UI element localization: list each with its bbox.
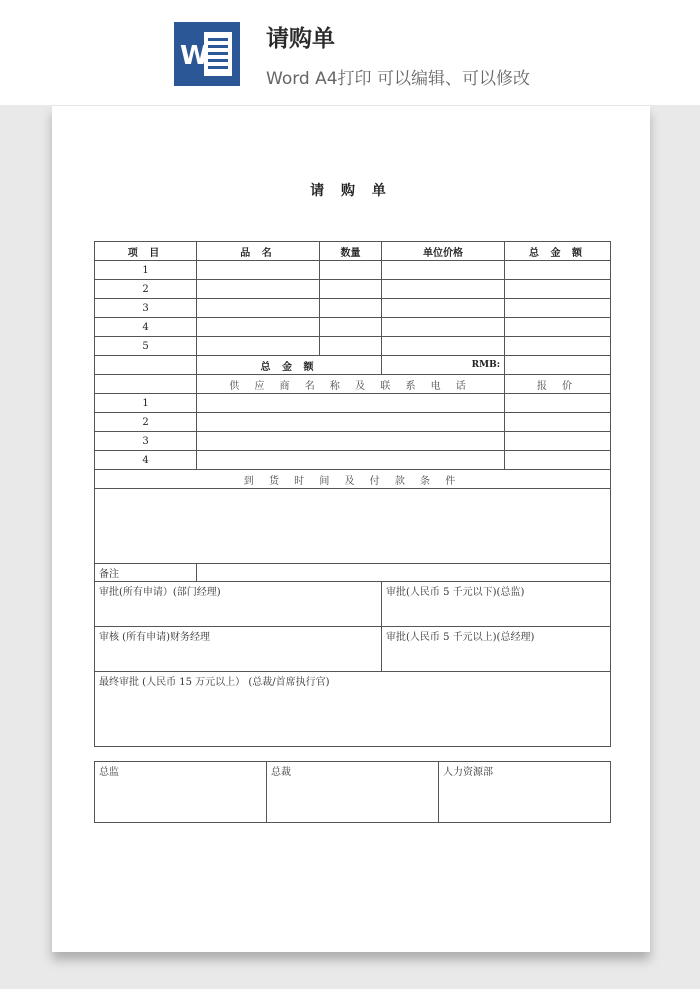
word-icon	[174, 22, 240, 86]
supplier-quote-cell[interactable]	[505, 394, 611, 413]
item-price-cell[interactable]	[382, 299, 505, 318]
item-total-cell[interactable]	[505, 318, 611, 337]
item-number: 1	[95, 261, 197, 280]
supplier-name-cell[interactable]	[197, 413, 505, 432]
rmb-value-cell[interactable]	[505, 356, 611, 375]
purchase-request-form	[94, 241, 611, 747]
approval-row	[95, 627, 611, 672]
notes-row	[95, 564, 611, 582]
total-amount-label: 总 金 额	[197, 356, 382, 375]
supplier-spacer	[95, 375, 197, 394]
item-row	[95, 299, 611, 318]
delivery-payment-header: 到 货 时 间 及 付 款 条 件	[95, 470, 611, 489]
item-total-cell[interactable]	[505, 261, 611, 280]
document-page	[52, 106, 650, 952]
item-number: 3	[95, 299, 197, 318]
item-name-cell[interactable]	[197, 337, 320, 356]
supplier-number: 1	[95, 394, 197, 413]
supplier-header-row	[95, 375, 611, 394]
approval-row	[95, 582, 611, 627]
item-total-cell[interactable]	[505, 337, 611, 356]
item-price-cell[interactable]	[382, 280, 505, 299]
item-row	[95, 280, 611, 299]
signature-president[interactable]: 总裁	[267, 762, 439, 823]
item-price-cell[interactable]	[382, 337, 505, 356]
header-total-amount: 总 金 额	[505, 242, 611, 261]
signature-director[interactable]: 总监	[95, 762, 267, 823]
item-quantity-cell[interactable]	[320, 299, 382, 318]
item-name-cell[interactable]	[197, 261, 320, 280]
document-title: 请 购 单	[310, 183, 392, 199]
final-approval[interactable]: 最终审批 (人民币 15 万元以上） (总裁/首席执行官)	[95, 672, 611, 747]
signature-hr[interactable]: 人力资源部	[439, 762, 611, 823]
item-row	[95, 318, 611, 337]
header-item: 项 目	[95, 242, 197, 261]
preview-header	[0, 0, 700, 105]
page-title: 请购单	[266, 26, 335, 52]
supplier-quote-cell[interactable]	[505, 451, 611, 470]
director-approval[interactable]: 审批(人民币 5 千元以下)(总监)	[382, 582, 611, 627]
supplier-row	[95, 413, 611, 432]
supplier-number: 4	[95, 451, 197, 470]
delivery-content-cell[interactable]	[95, 489, 611, 564]
supplier-row	[95, 451, 611, 470]
item-quantity-cell[interactable]	[320, 261, 382, 280]
delivery-header-row	[95, 470, 611, 489]
dept-manager-approval[interactable]: 审批(所有申请）(部门经理)	[95, 582, 382, 627]
items-header-row	[95, 242, 611, 261]
item-number: 4	[95, 318, 197, 337]
item-quantity-cell[interactable]	[320, 318, 382, 337]
total-row	[95, 356, 611, 375]
item-name-cell[interactable]	[197, 280, 320, 299]
delivery-content-row	[95, 489, 611, 564]
finance-manager-review[interactable]: 审核 (所有申请)财务经理	[95, 627, 382, 672]
supplier-row	[95, 432, 611, 451]
item-number: 2	[95, 280, 197, 299]
item-number: 5	[95, 337, 197, 356]
supplier-name-cell[interactable]	[197, 394, 505, 413]
quote-header: 报 价	[505, 375, 611, 394]
item-quantity-cell[interactable]	[320, 280, 382, 299]
item-name-cell[interactable]	[197, 318, 320, 337]
supplier-header: 供 应 商 名 称 及 联 系 电 话	[197, 375, 505, 394]
supplier-name-cell[interactable]	[197, 432, 505, 451]
page-subtitle: Word A4打印 可以编辑、可以修改	[266, 69, 530, 89]
supplier-row	[95, 394, 611, 413]
supplier-name-cell[interactable]	[197, 451, 505, 470]
item-row	[95, 337, 611, 356]
supplier-quote-cell[interactable]	[505, 413, 611, 432]
supplier-number: 3	[95, 432, 197, 451]
item-name-cell[interactable]	[197, 299, 320, 318]
final-approval-row	[95, 672, 611, 747]
supplier-quote-cell[interactable]	[505, 432, 611, 451]
supplier-number: 2	[95, 413, 197, 432]
notes-cell[interactable]	[197, 564, 611, 582]
item-price-cell[interactable]	[382, 261, 505, 280]
item-total-cell[interactable]	[505, 299, 611, 318]
item-price-cell[interactable]	[382, 318, 505, 337]
item-total-cell[interactable]	[505, 280, 611, 299]
general-manager-approval[interactable]: 审批(人民币 5 千元以上)(总经理)	[382, 627, 611, 672]
header-unit-price: 单位价格	[382, 242, 505, 261]
item-quantity-cell[interactable]	[320, 337, 382, 356]
signature-row	[95, 762, 611, 823]
svg-text:W: W	[180, 41, 209, 71]
signature-table	[94, 761, 611, 823]
item-row	[95, 261, 611, 280]
notes-label: 备注	[95, 564, 197, 582]
rmb-label: RMB:	[382, 356, 505, 375]
header-quantity: 数量	[320, 242, 382, 261]
header-product-name: 品 名	[197, 242, 320, 261]
total-spacer	[95, 356, 197, 375]
